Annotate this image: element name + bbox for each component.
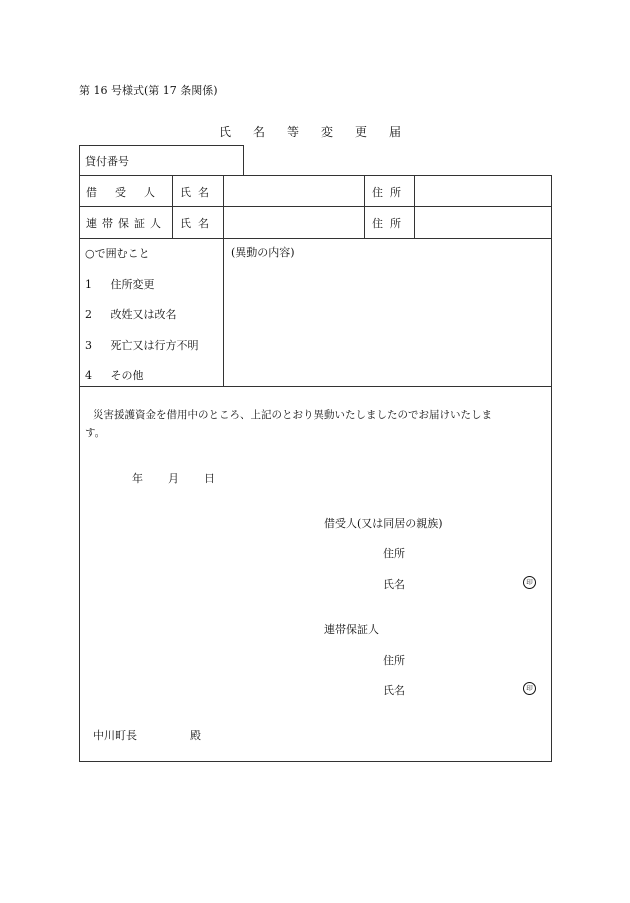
option-number: 4 (85, 369, 92, 382)
change-details-field[interactable] (227, 260, 547, 382)
option-item[interactable] (85, 337, 199, 353)
change-details-label: (異動の内容) (231, 246, 295, 259)
addressee-honorific: 殿 (190, 729, 201, 742)
table-rule (79, 386, 551, 387)
date-day-label: 日 (204, 472, 215, 485)
table-rule (79, 175, 551, 176)
statement-line-2: す。 (85, 427, 106, 439)
circle-instruction: ○で囲むこと (85, 247, 150, 260)
borrower-signatory-address-label: 住所 (383, 547, 405, 560)
option-number: 1 (85, 278, 92, 291)
seal-mark: 印 (523, 576, 536, 589)
option-number: 3 (85, 339, 92, 352)
option-item[interactable] (85, 306, 177, 322)
loan-number-field[interactable] (150, 147, 240, 173)
statement-line-1: 災害援護資金を借用中のところ、上記のとおり異動いたしましたのでお届けいたしま (93, 409, 492, 421)
table-border-top (79, 145, 244, 146)
borrower-address-field[interactable] (417, 178, 548, 204)
loan-number-label: 貸付番号 (85, 155, 129, 168)
guarantor-label: 連帯保証人 (86, 217, 166, 230)
guarantor-address-field[interactable] (417, 209, 548, 235)
guarantor-signatory-address-label: 住所 (383, 654, 405, 667)
borrower-label-text: 借受人 (86, 186, 173, 199)
column-rule (223, 175, 224, 386)
guarantor-address-label: 住所 (372, 217, 408, 230)
table-rule (79, 238, 551, 239)
borrower-name-label: 氏名 (180, 186, 216, 199)
column-rule (364, 175, 365, 238)
borrower-label (86, 184, 173, 200)
option-label: 住所変更 (110, 278, 155, 291)
guarantor-name-label: 氏名 (180, 217, 216, 230)
form-number: 第 16 号様式(第 17 条関係) (79, 84, 218, 97)
guarantor-signatory-title: 連帯保証人 (324, 623, 379, 636)
loan-number-box-right (243, 145, 244, 175)
date-month-label: 月 (168, 472, 179, 485)
borrower-address-label: 住所 (372, 186, 408, 199)
option-label: その他 (110, 369, 144, 382)
guarantor-name-field[interactable] (226, 209, 361, 235)
seal-mark: 印 (523, 682, 536, 695)
option-number: 2 (85, 308, 92, 321)
borrower-name-field[interactable] (226, 178, 361, 204)
option-item[interactable] (85, 276, 155, 292)
table-rule (79, 206, 551, 207)
guarantor-signatory-name-label: 氏名 (383, 684, 405, 697)
addressee-name: 中川町長 (93, 729, 137, 742)
form-title: 氏名等変更届 (219, 125, 424, 139)
borrower-signatory-name-label: 氏名 (383, 578, 405, 591)
option-item[interactable] (85, 367, 144, 383)
table-border-right (551, 175, 552, 762)
table-border-bottom (79, 761, 552, 762)
borrower-signatory-title: 借受人(又は同居の親族) (324, 517, 443, 530)
option-label: 改姓又は改名 (110, 308, 177, 321)
column-rule (414, 175, 415, 238)
option-label: 死亡又は行方不明 (110, 339, 199, 352)
date-year-label: 年 (132, 472, 143, 485)
